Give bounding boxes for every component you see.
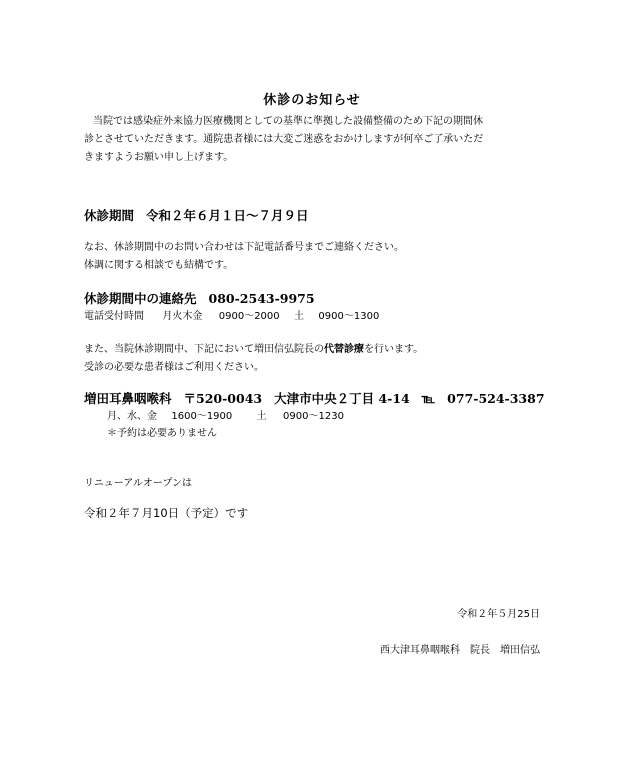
substitute-line-1 bbox=[84, 340, 423, 355]
closure-heading bbox=[84, 206, 309, 224]
intro-paragraph bbox=[84, 113, 544, 167]
intro-line-1: 当院では感染症外来協力医療機関としての基準に準拠した設備整備のため下記の期間休 bbox=[93, 116, 483, 127]
document-title: 休診のお知らせ bbox=[263, 93, 361, 108]
clinic-name: 増田耳鼻咽喉科 bbox=[84, 391, 172, 406]
contact-heading-label: 休診期間中の連絡先 bbox=[84, 291, 197, 306]
hours-label: 電話受付時間 bbox=[84, 311, 144, 322]
clinic-heading bbox=[84, 389, 545, 407]
clinic-tel: 077-524-3387 bbox=[447, 391, 545, 406]
contact-heading bbox=[84, 289, 315, 307]
closure-period: 令和２年６月１日〜７月９日 bbox=[146, 208, 309, 223]
substitute-text-post: を行います。 bbox=[364, 344, 424, 355]
intro-line-3: きますようお願い申し上げます。 bbox=[84, 152, 234, 163]
inquiry-line-1: なお、休診期間中のお問い合わせは下記電話番号までご連絡ください。 bbox=[84, 242, 404, 253]
reopen-date: 令和２年７月10日（予定）です bbox=[84, 506, 249, 520]
weekday-hours: 0900〜2000 bbox=[218, 311, 280, 322]
clinic-postal: 〒520-0043 bbox=[183, 391, 263, 406]
substitute-emphasis: 代替診療 bbox=[324, 344, 364, 355]
substitute-text-pre: また、当院休診期間中、下記において増田信弘院長の bbox=[84, 344, 324, 355]
closure-heading-label: 休診期間 bbox=[84, 208, 135, 223]
clinic-hours: 1600〜1900 bbox=[171, 411, 233, 422]
clinic-hours-line bbox=[107, 407, 344, 422]
intro-line-2: 診とさせていただきます。通院患者様には大変ご迷惑をおかけしますが何卒ご了承いただ bbox=[84, 134, 484, 145]
contact-hours-line bbox=[84, 307, 379, 322]
inquiry-line-2: 体調に関する相談でも結構です。 bbox=[84, 260, 234, 271]
footer-signature: 西大津耳鼻咽喉科 院長 増田信弘 bbox=[380, 645, 540, 656]
clinic-tel-label: ℡ bbox=[421, 391, 436, 406]
clinic-days: 月、水、金 bbox=[107, 411, 157, 422]
reopen-label: リニューアルオープンは bbox=[84, 478, 192, 489]
saturday-label: 土 bbox=[294, 311, 305, 322]
footer-date: 令和２年５月25日 bbox=[457, 609, 540, 620]
saturday-hours: 0900〜1300 bbox=[318, 311, 380, 322]
clinic-saturday-hours: 0900〜1230 bbox=[283, 411, 344, 422]
clinic-note: ＊予約は必要ありません bbox=[107, 428, 217, 439]
substitute-line-2: 受診の必要な患者様はご利用ください。 bbox=[84, 362, 264, 373]
contact-phone: 080-2543-9975 bbox=[208, 291, 315, 306]
weekday-days: 月火木金 bbox=[162, 311, 203, 322]
clinic-saturday: 土 bbox=[256, 411, 267, 422]
clinic-address: 大津市中央２丁目 4-14 bbox=[274, 391, 410, 406]
